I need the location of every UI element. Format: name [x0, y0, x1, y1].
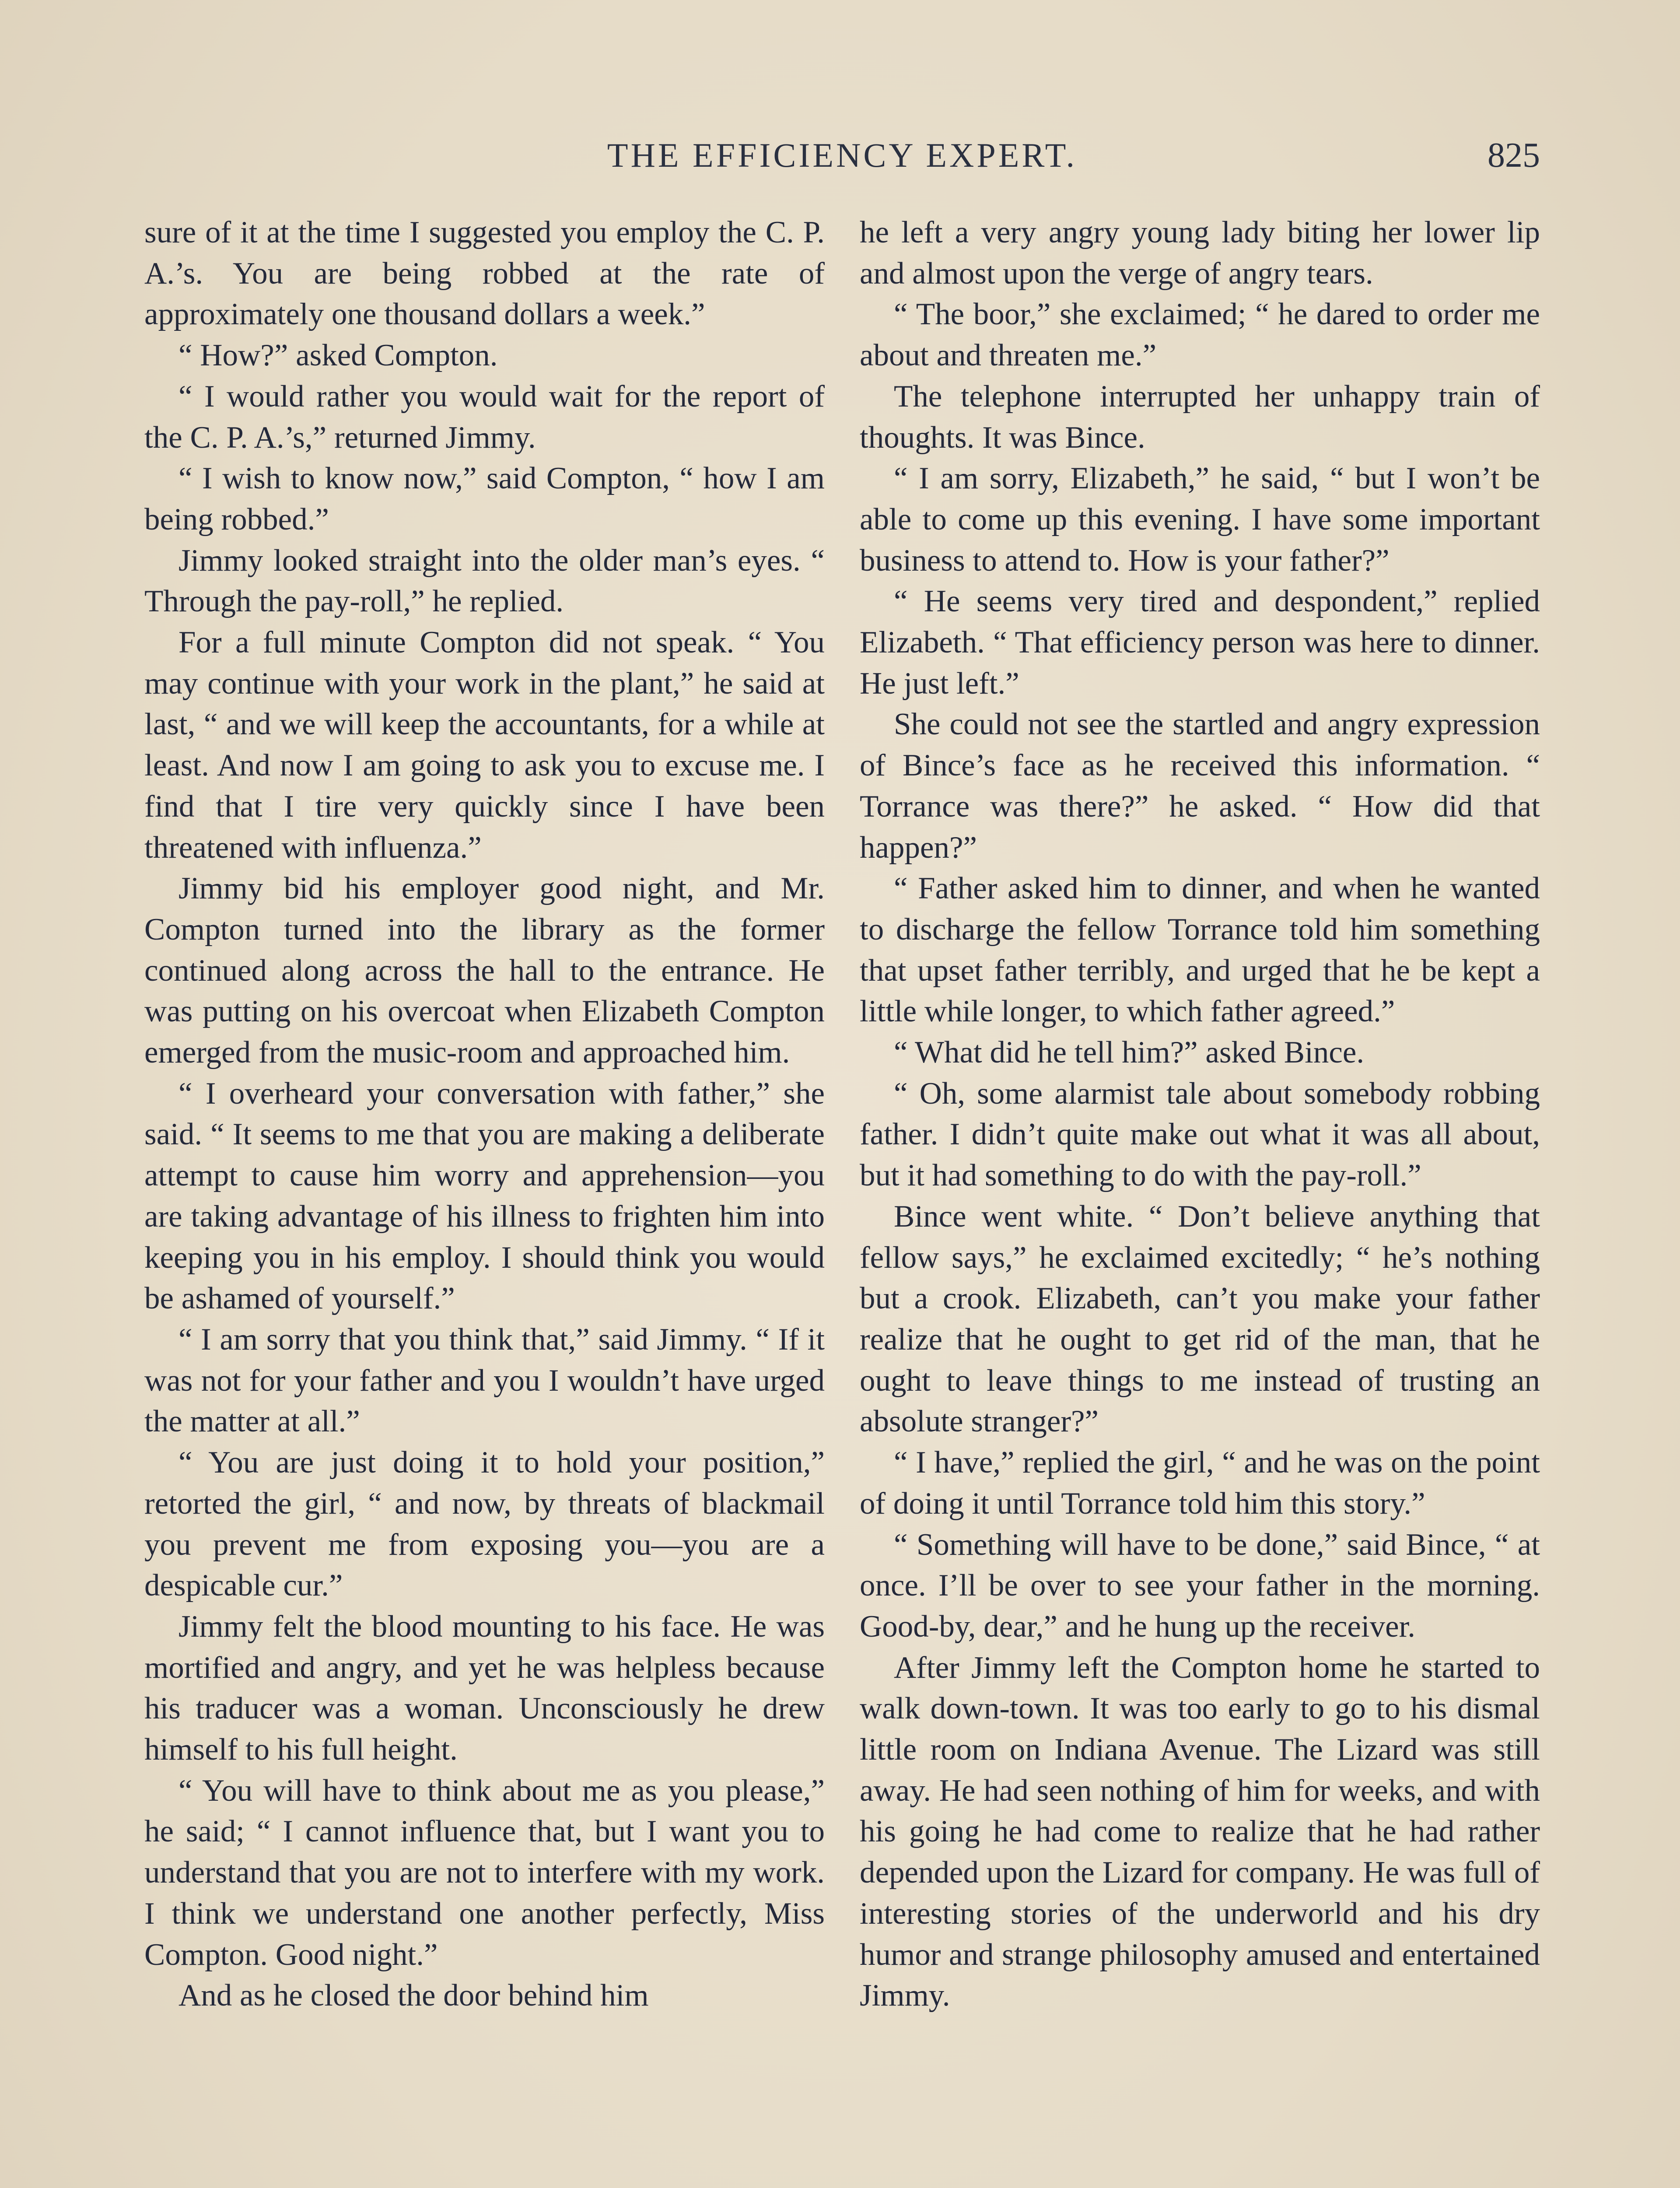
paragraph: “ Oh, some alarmist tale about somebody robbing father. I didn’t quite make out what it was all about, but it had something to do with the pay-roll.”: [860, 1076, 1540, 1193]
paragraph: Jimmy looked straight into the older man’s eyes. “ Through the pay-roll,” he replied.: [144, 543, 825, 619]
paragraph: “ Father asked him to dinner, and when he wanted to discharge the fellow Torrance told him something that upset father terribly, and urged that he be kept a little while longer, to which father agreed.”: [860, 871, 1540, 1029]
paragraph: She could not see the startled and angry expression of Bince’s face as he received this information. “ Torrance was there?” he asked. “ How did that happen?”: [860, 707, 1540, 865]
paragraph: “ How?” asked Compton.: [178, 338, 498, 373]
running-title: THE EFFICIENCY EXPERT.: [607, 136, 1078, 174]
paragraph: “ You are just doing it to hold your position,” retorted the girl, “ and now, by threats of blackmail you prevent me from exposing you—you are a despicable cur.”: [144, 1445, 825, 1603]
paragraph: “ I am sorry that you think that,” said Jimmy. “ If it was not for your father and you I wouldn’t have urged the matter at all.”: [144, 1322, 825, 1439]
paragraph: And as he closed the door behind him: [178, 1978, 649, 2013]
paragraph: “ I overheard your conversation with father,” she said. “ It seems to me that you are making a deliberate attempt to cause him worry and apprehension—you are taking advantage of his illness to frighten him into keeping you in his employ. I should think you would be ashamed of yourself.”: [144, 1076, 825, 1316]
paragraph: “ I have,” replied the girl, “ and he was on the point of doing it until Torrance told him this story.”: [860, 1445, 1540, 1521]
text-column-right: [860, 212, 1540, 2188]
paragraph: “ You will have to think about me as you please,” he said; “ I cannot influence that, but I want you to understand that you are not to interfere with my work. I think we understand one another perfectly, Miss Compton. Good night.”: [144, 1773, 825, 1972]
paragraph: Jimmy bid his employer good night, and Mr. Compton turned into the library as the former continued along across the hall to the entrance. He was putting on his overcoat when Elizabeth Compton emerged from the music-room and approached him.: [144, 871, 825, 1070]
paragraph: The telephone interrupted her unhappy train of thoughts. It was Bince.: [860, 379, 1540, 455]
paragraph: “ Something will have to be done,” said Bince, “ at once. I’ll be over to see your father in the morning. Good-by, dear,” and he hung up the receiver.: [860, 1527, 1540, 1644]
paragraph: For a full minute Compton did not speak. “ You may continue with your work in the plant,” he said at last, “ and we will keep the accountants, for a while at least. And now I am going to ask you to excuse me. I find that I tire very quickly since I have been threatened with influenza.”: [144, 625, 825, 865]
paragraph: sure of it at the time I suggested you employ the C. P. A.’s. You are being robbed at the rate of approximately one thousand dollars a week.”: [144, 215, 825, 332]
paragraph: After Jimmy left the Compton home he started to walk down-town. It was too early to go to his dismal little room on Indiana Avenue. The Lizard was still away. He had seen nothing of him for weeks, and with his going he had come to realize that he had rather depended upon the Lizard for company. He was full of interesting stories of the underworld and his dry humor and strange philosophy amused and entertained Jimmy.: [860, 1650, 1540, 2013]
paragraph: “ I would rather you would wait for the report of the C. P. A.’s,” returned Jimmy.: [144, 379, 825, 455]
text-column-left: [144, 212, 825, 2188]
paragraph: Bince went white. “ Don’t believe anything that fellow says,” he exclaimed excitedly; “ he’s nothing but a crook. Elizabeth, can’t you make your father realize that he ought to get rid of the man, that he ought to leave things to me instead of trusting an absolute stranger?”: [860, 1199, 1540, 1439]
paragraph: “ I am sorry, Elizabeth,” he said, “ but I won’t be able to come up this evening. I have some important business to attend to. How is your father?”: [860, 461, 1540, 578]
paragraph: “ I wish to know now,” said Compton, “ how I am being robbed.”: [144, 461, 825, 536]
paragraph: “ The boor,” she exclaimed; “ he dared to order me about and threaten me.”: [860, 297, 1540, 373]
page-header: [144, 131, 1540, 179]
paragraph: Jimmy felt the blood mounting to his face. He was mortified and angry, and yet he was helpless because his traducer was a woman. Unconsciously he drew himself to his full height.: [144, 1609, 825, 1767]
page-number: 825: [1488, 136, 1540, 175]
paragraph: “ What did he tell him?” asked Bince.: [894, 1035, 1365, 1070]
paragraph: “ He seems very tired and despondent,” replied Elizabeth. “ That efficiency person was here to dinner. He just left.”: [860, 584, 1540, 701]
paragraph: he left a very angry young lady biting her lower lip and almost upon the verge of angry tears.: [860, 215, 1540, 291]
